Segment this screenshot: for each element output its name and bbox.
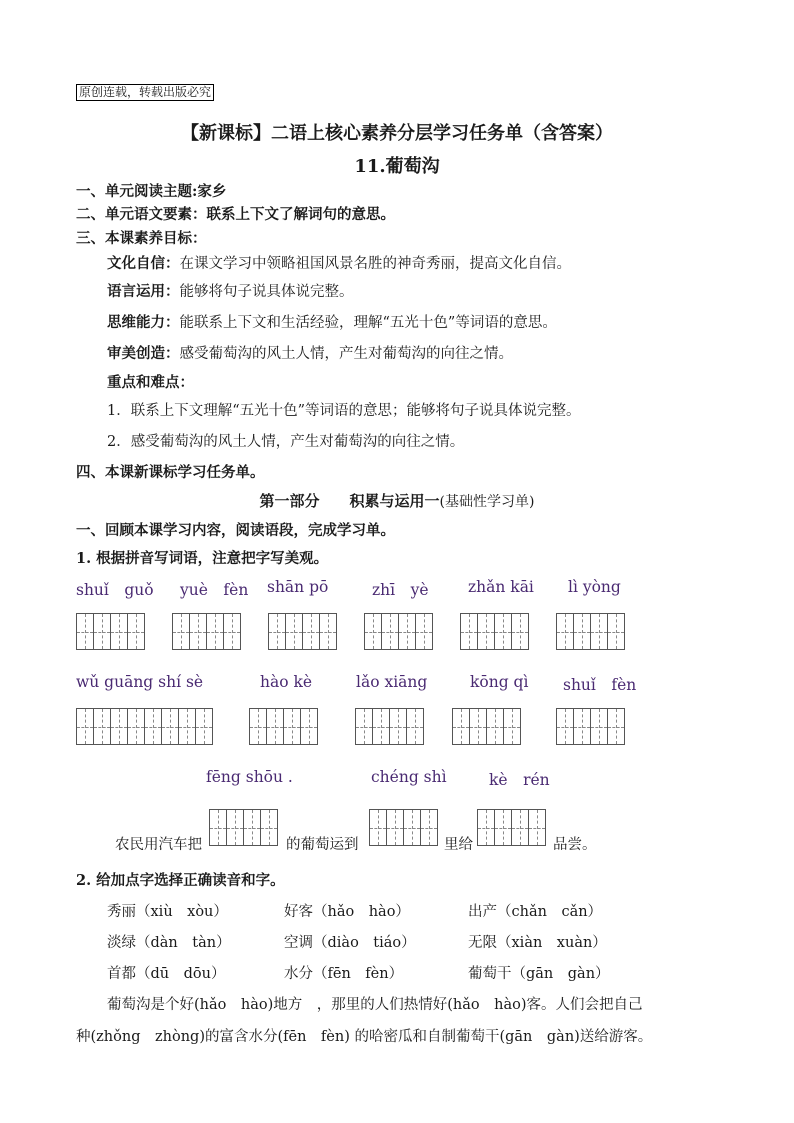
section-1-heading: 一、单元阅读主题:家乡 [76,183,227,200]
goal-label: 文化自信： [107,255,180,272]
part-title-main: 第一部分 积累与运用一 [259,492,440,510]
section-3-heading: 三、本课素养目标： [76,230,207,247]
pinyin-label: lì yòng [568,578,621,596]
writing-grid[interactable] [460,613,529,650]
pinyin-label: wǔ guāng shí sè [76,673,204,691]
writing-grid[interactable] [76,708,213,745]
lesson-title: 11.葡萄沟 [354,156,440,177]
pinyin-label: hào kè [260,673,313,691]
pinyin-label: kōng qì [470,673,529,691]
goal-label: 思维能力： [107,314,180,331]
pinyin-label: chéng shì [371,768,447,786]
question-2: 2. 给加点字选择正确读音和字。 [76,872,285,889]
choice-item[interactable]: 水分（fēn fèn） [284,966,404,982]
goal-label: 语言运用： [107,283,180,300]
pinyin-label: shuǐ fèn [563,676,637,694]
goal-text: 能联系上下文和生活经验，理解“五光十色”等词语的意思。 [179,315,557,331]
section-2-heading: 二、单元语文要素：联系上下文了解词句的意思。 [76,206,395,223]
pinyin-label: yuè fèn [180,581,249,599]
goal-text: 感受葡萄沟的风土人情，产生对葡萄沟的向往之情。 [179,346,513,362]
goal-aesthetic [107,342,513,363]
question-1: 1. 根据拼音写词语，注意把字写美观。 [76,550,329,567]
copyright-notice: 原创连载，转载出版必究 [76,84,214,101]
key-point-2: 2．感受葡萄沟的风土人情，产生对葡萄沟的向往之情。 [107,434,465,450]
writing-grid[interactable] [452,708,521,745]
part-title-sub: (基础性学习单) [439,494,535,510]
goal-language [107,280,354,301]
sentence-part: 品尝。 [553,837,597,853]
choice-item[interactable]: 秀丽（xiù xòu） [107,904,228,920]
choice-item[interactable]: 空调（diào tiáo） [284,935,416,951]
writing-grid[interactable] [556,613,625,650]
writing-grid[interactable] [477,809,546,846]
pinyin-label: shān pō [267,578,329,596]
sentence-part: 的葡萄运到 [286,837,359,853]
choice-item[interactable]: 好客（hǎo hào） [284,904,410,920]
sentence-part: 里给 [444,837,473,853]
goal-label: 审美创造： [107,345,180,362]
writing-grid[interactable] [556,708,625,745]
writing-grid[interactable] [355,708,424,745]
writing-grid[interactable] [369,809,438,846]
pinyin-label: zhǎn kāi [468,578,534,596]
pinyin-label: lǎo xiāng [356,673,428,691]
task-1-heading: 一、回顾本课学习内容，阅读语段，完成学习单。 [76,522,395,539]
sentence-part: 农民用汽车把 [115,837,202,853]
choice-item[interactable]: 首都（dū dōu） [107,966,226,982]
pinyin-label: kè rén [489,771,550,789]
goal-text: 能够将句子说具体说完整。 [179,284,354,300]
writing-grid[interactable] [268,613,337,650]
pinyin-label: zhī yè [372,581,429,599]
key-points-heading: 重点和难点： [107,374,194,391]
writing-grid[interactable] [76,613,145,650]
key-point-1: 1．联系上下文理解“五光十色”等词语的意思；能够将句子说具体说完整。 [107,403,581,419]
document-title: 【新课标】二语上核心素养分层学习任务单（含答案） [181,123,613,144]
goal-text: 在课文学习中领略祖国风景名胜的神奇秀丽，提高文化自信。 [179,256,571,272]
writing-grid[interactable] [249,708,318,745]
choice-item[interactable]: 葡萄干（gān gàn） [468,966,610,982]
goal-thinking [107,311,557,332]
section-4-heading: 四、本课新课标学习任务单。 [76,464,265,481]
paragraph-line-2: 种(zhǒng zhòng)的富含水分(fēn fèn) 的哈密瓜和自制葡萄干(gān gàn)送给游客。 [76,1029,653,1045]
writing-grid[interactable] [172,613,241,650]
choice-item[interactable]: 无限（xiàn xuàn） [468,935,607,951]
choice-item[interactable]: 出产（chǎn cǎn） [468,904,603,920]
writing-grid[interactable] [364,613,433,650]
pinyin-label: fēng shōu . [206,768,293,786]
pinyin-label: shuǐ guǒ [76,581,154,599]
writing-grid[interactable] [209,809,278,846]
goal-culture [107,252,571,273]
choice-item[interactable]: 淡绿（dàn tàn） [107,935,231,951]
paragraph-line-1: 葡萄沟是个好(hǎo hào)地方 ，那里的人们热情好(hǎo hào)客。人们会把自己 [107,997,643,1013]
part-1-title [0,490,794,511]
